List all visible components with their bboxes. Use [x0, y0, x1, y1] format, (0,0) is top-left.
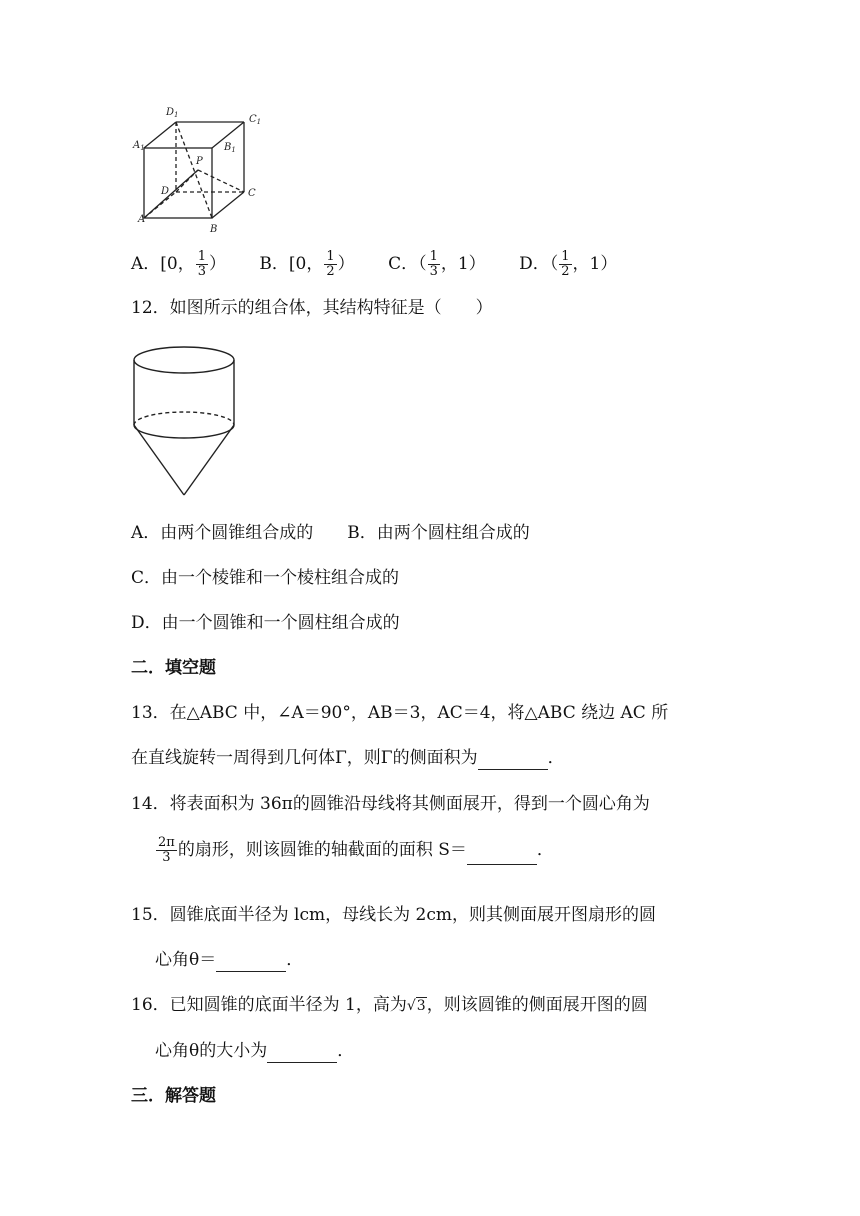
label-B1-sub: 1	[231, 146, 236, 154]
q11-option-c: C．（ $\frac{1}{3}$ ，1）	[388, 249, 486, 279]
label-D: D	[161, 186, 170, 197]
q13-answer-blank[interactable]	[478, 751, 548, 770]
cylinder-cone-figure	[128, 340, 240, 500]
q11-option-a: A．[0， $\frac{1}{3}$ ）	[131, 249, 227, 279]
section-fill-in-title: 二．填空题	[131, 658, 216, 678]
q14-answer-blank[interactable]	[467, 846, 537, 865]
q16-line2: 心角θ的大小为 ．	[155, 1041, 355, 1061]
label-C1: C	[249, 114, 257, 125]
label-B1: B	[224, 142, 232, 153]
q12-option-b: B．由两个圆柱组合成的	[347, 523, 530, 543]
label-B: B	[210, 224, 218, 235]
label-C: C	[248, 188, 256, 199]
q16-line1: 16．已知圆锥的底面半径为 1，高为√3，则该圆锥的侧面展开图的圆	[131, 993, 648, 1018]
q14-line2: $\frac{2\pi}{3}$ 的扇形，则该圆锥的轴截面的面积 S＝ ．	[158, 835, 554, 865]
label-P: P	[196, 156, 203, 167]
cube-figure	[128, 98, 268, 238]
q12-option-d: D．由一个圆锥和一个圆柱组合成的	[131, 613, 400, 633]
q16-answer-blank[interactable]	[267, 1044, 337, 1063]
svg-text:A1	[132, 140, 145, 152]
label-D1-sub: 1	[174, 111, 179, 119]
q12-option-c: C．由一个棱锥和一个棱柱组合成的	[131, 568, 400, 588]
q14-line1: 14．将表面积为 36π的圆锥沿母线将其侧面展开，得到一个圆心角为	[131, 794, 650, 814]
label-A: A	[138, 214, 146, 225]
q14-fraction: $\frac{2\pi}{3}$	[158, 835, 175, 865]
q15-line1: 15．圆锥底面半径为 lcm，母线长为 2cm，则其侧面展开图扇形的圆	[131, 905, 656, 925]
svg-text:D1	[165, 107, 179, 119]
q12-stem: 12．如图所示的组合体，其结构特征是（ ）	[131, 298, 493, 318]
label-A1-sub: 1	[140, 144, 145, 152]
q15-answer-blank[interactable]	[216, 953, 286, 972]
q11-option-b: B．[0， $\frac{1}{2}$ ）	[259, 249, 355, 279]
q12-option-a: A．由两个圆锥组合成的	[131, 523, 314, 543]
q12-options-row1	[131, 521, 530, 545]
label-C1-sub: 1	[256, 118, 262, 126]
q13-line1: 13．在△ABC 中，∠A＝90°，AB＝3，AC＝4，将△ABC 绕边 AC 所	[131, 703, 669, 723]
q13-line2: 在直线旋转一周得到几何体Γ，则Γ的侧面积为 ．	[131, 748, 565, 768]
q15-line2: 心角θ＝ ．	[155, 950, 304, 970]
svg-text:B1	[223, 142, 236, 154]
q11-options	[131, 250, 645, 279]
label-A1: A	[133, 140, 141, 151]
sqrt-three: √3	[406, 997, 426, 1014]
label-D1: D	[166, 107, 175, 118]
section-solution-title: 三．解答题	[131, 1086, 216, 1106]
q11-option-d: D．（ $\frac{1}{2}$ ，1）	[519, 249, 618, 279]
svg-text:C1	[249, 114, 261, 126]
